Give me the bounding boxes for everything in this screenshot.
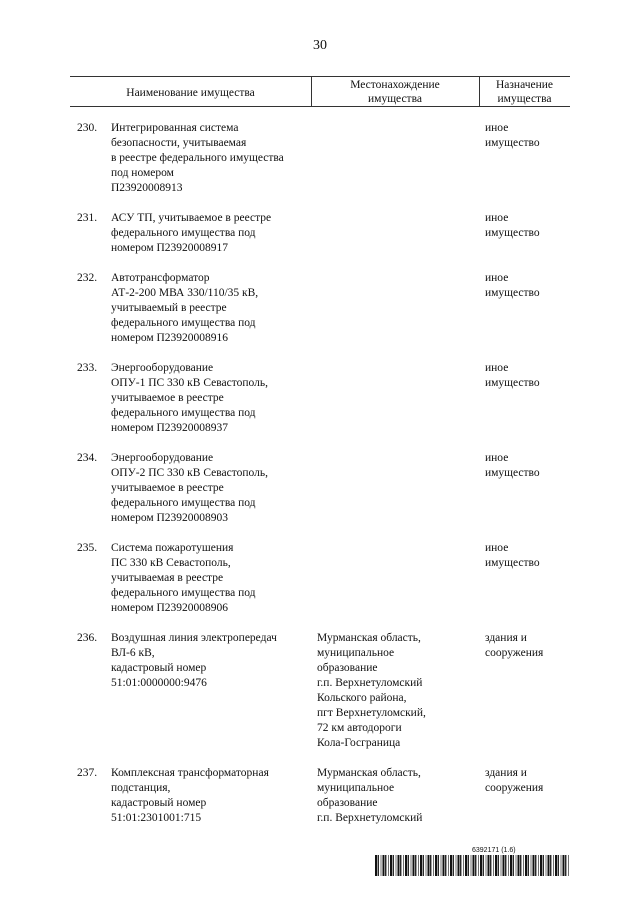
barcode-bar bbox=[495, 855, 497, 876]
barcode-bar bbox=[488, 855, 490, 876]
barcode-bar bbox=[508, 855, 509, 876]
property-purpose-line: иное bbox=[485, 542, 509, 554]
row-number: 235. bbox=[77, 542, 98, 554]
barcode-bar bbox=[480, 855, 482, 876]
property-purpose bbox=[485, 451, 565, 481]
property-purpose bbox=[485, 766, 565, 796]
property-purpose-line: имущество bbox=[485, 137, 540, 149]
property-purpose-line: иное bbox=[485, 272, 509, 284]
property-name-line: федерального имущества под bbox=[111, 227, 256, 239]
barcode-bar bbox=[563, 855, 565, 876]
barcode-bar bbox=[483, 855, 484, 876]
page-number: 30 bbox=[313, 38, 327, 53]
property-name-line: Воздушная линия электропередач bbox=[111, 632, 277, 644]
property-purpose bbox=[485, 211, 565, 241]
barcode-bar bbox=[460, 855, 461, 876]
property-purpose-line: имущество bbox=[485, 227, 540, 239]
property-name-line: федерального имущества под bbox=[111, 407, 256, 419]
property-name bbox=[111, 361, 306, 436]
barcode-bar bbox=[486, 855, 487, 876]
barcode-bar bbox=[465, 855, 467, 876]
barcode-bar bbox=[498, 855, 499, 876]
barcode-bar bbox=[441, 855, 442, 876]
property-location-line: Кольского района, bbox=[317, 692, 407, 704]
property-name bbox=[111, 121, 306, 196]
property-location-line: Кола-Госграница bbox=[317, 737, 401, 749]
property-name-line: ОПУ-1 ПС 330 кВ Севастополь, bbox=[111, 377, 268, 389]
barcode-bar bbox=[398, 855, 400, 876]
row-number: 230. bbox=[77, 122, 98, 134]
header-location: Местонахождение имущества bbox=[350, 79, 440, 105]
barcode-bar bbox=[383, 855, 385, 876]
property-location bbox=[317, 631, 472, 751]
property-name-line: федерального имущества под bbox=[111, 317, 256, 329]
barcode-bar bbox=[390, 855, 392, 876]
barcode-bar bbox=[458, 855, 460, 876]
barcode-bar bbox=[445, 855, 446, 876]
property-name-line: Комплексная трансформаторная bbox=[111, 767, 269, 779]
barcode-bar bbox=[535, 855, 536, 876]
property-name-line: учитываемое в реестре bbox=[111, 482, 224, 494]
property-name-line: Автотрансформатор bbox=[111, 272, 210, 284]
property-name-line: ВЛ-6 кВ, bbox=[111, 647, 155, 659]
barcode-bar bbox=[381, 855, 382, 876]
property-purpose-line: сооружения bbox=[485, 782, 544, 794]
property-name-line: Система пожаротушения bbox=[111, 542, 234, 554]
property-name-line: АТ-2-200 МВА 330/110/35 кВ, bbox=[111, 287, 259, 299]
property-name-line: федерального имущества под bbox=[111, 497, 256, 509]
property-purpose bbox=[485, 631, 565, 661]
property-location-line: 72 км автодороги bbox=[317, 722, 402, 734]
property-name-line: номером П23920008937 bbox=[111, 422, 229, 434]
property-name-line: учитываемая в реестре bbox=[111, 572, 224, 584]
barcode-bar bbox=[468, 855, 469, 876]
barcode-bar bbox=[403, 855, 404, 876]
row-number: 231. bbox=[77, 212, 98, 224]
barcode-bar bbox=[525, 855, 527, 876]
property-name bbox=[111, 211, 306, 256]
property-purpose-line: иное bbox=[485, 362, 509, 374]
header-top-rule bbox=[70, 76, 570, 77]
property-name-line: номером П23920008917 bbox=[111, 242, 229, 254]
barcode-bar bbox=[435, 855, 437, 876]
barcode-bar bbox=[405, 855, 407, 876]
property-name-line: кадастровый номер bbox=[111, 797, 207, 809]
barcode-bar bbox=[448, 855, 449, 876]
barcode-bar bbox=[433, 855, 434, 876]
property-name-line: АСУ ТП, учитываемое в реестре bbox=[111, 212, 272, 224]
property-location-line: муниципальное bbox=[317, 782, 395, 794]
property-purpose-line: имущество bbox=[485, 377, 540, 389]
barcode-bar bbox=[418, 855, 419, 876]
barcode-bar bbox=[533, 855, 535, 876]
property-purpose bbox=[485, 541, 565, 571]
property-location-line: образование bbox=[317, 662, 378, 674]
property-purpose-line: иное bbox=[485, 452, 509, 464]
property-name-line: Энергооборудование bbox=[111, 362, 214, 374]
barcode-bar bbox=[510, 855, 512, 876]
property-purpose bbox=[485, 361, 565, 391]
property-name-line: 51:01:0000000:9476 bbox=[111, 677, 207, 689]
barcode-bar bbox=[546, 855, 547, 876]
property-name-line: номером П23920008903 bbox=[111, 512, 229, 524]
barcode-bar bbox=[565, 855, 566, 876]
property-location-line: г.п. Верхнетуломский bbox=[317, 812, 423, 824]
barcode-bar bbox=[423, 855, 424, 876]
property-location-line: пгт Верхнетуломский, bbox=[317, 707, 426, 719]
property-name-line: ОПУ-2 ПС 330 кВ Севастополь, bbox=[111, 467, 268, 479]
barcode-bar bbox=[493, 855, 494, 876]
barcode-bar bbox=[388, 855, 389, 876]
barcode-bar bbox=[411, 855, 412, 876]
barcode-bar bbox=[456, 855, 457, 876]
property-name-line: подстанция, bbox=[111, 782, 171, 794]
barcode-bar bbox=[473, 855, 475, 876]
barcode-bar bbox=[543, 855, 544, 876]
header-name: Наименование имущества bbox=[126, 87, 255, 99]
barcode-bar bbox=[561, 855, 562, 876]
barcode-bar bbox=[430, 855, 431, 876]
barcode-bar bbox=[478, 855, 479, 876]
barcode-bar bbox=[490, 855, 491, 876]
property-purpose-line: здания и bbox=[485, 632, 527, 644]
property-name bbox=[111, 271, 306, 346]
property-name-line: Энергооборудование bbox=[111, 452, 214, 464]
barcode-bar bbox=[523, 855, 524, 876]
property-name-line: ПС 330 кВ Севастополь, bbox=[111, 557, 231, 569]
property-purpose-line: иное bbox=[485, 122, 509, 134]
barcode-bar bbox=[531, 855, 532, 876]
barcode-bar bbox=[505, 855, 506, 876]
barcode-bar bbox=[438, 855, 439, 876]
property-location bbox=[317, 766, 472, 826]
row-number: 236. bbox=[77, 632, 98, 644]
property-purpose-line: имущество bbox=[485, 467, 540, 479]
barcode-bar bbox=[501, 855, 502, 876]
barcode-bar bbox=[513, 855, 514, 876]
barcode-bar bbox=[558, 855, 559, 876]
barcode-bar bbox=[408, 855, 409, 876]
barcode-bar bbox=[528, 855, 529, 876]
property-location-line: образование bbox=[317, 797, 378, 809]
barcode-bar bbox=[400, 855, 401, 876]
property-purpose-line: сооружения bbox=[485, 647, 544, 659]
barcode-number: 6392171 (1.6) bbox=[472, 847, 516, 854]
barcode-bar bbox=[568, 855, 569, 876]
barcode-bar bbox=[428, 855, 430, 876]
barcode-bar bbox=[550, 855, 551, 876]
property-purpose bbox=[485, 271, 565, 301]
property-name bbox=[111, 451, 306, 526]
barcode-bar bbox=[393, 855, 394, 876]
property-location-line: муниципальное bbox=[317, 647, 395, 659]
property-name-line: учитываемое в реестре bbox=[111, 392, 224, 404]
barcode-bar bbox=[385, 855, 386, 876]
property-location-line: Мурманская область, bbox=[317, 767, 421, 779]
barcode-bar bbox=[471, 855, 472, 876]
property-name-line: безопасности, учитываемая bbox=[111, 137, 247, 149]
property-location-line: Мурманская область, bbox=[317, 632, 421, 644]
barcode-bar bbox=[516, 855, 517, 876]
header-bottom-rule bbox=[70, 106, 570, 107]
property-name-line: федерального имущества под bbox=[111, 587, 256, 599]
property-name-line: номером П23920008916 bbox=[111, 332, 229, 344]
barcode-bar bbox=[518, 855, 520, 876]
barcode-bar bbox=[540, 855, 542, 876]
barcode-bar bbox=[415, 855, 416, 876]
property-purpose-line: имущество bbox=[485, 287, 540, 299]
property-location-line: г.п. Верхнетуломский bbox=[317, 677, 423, 689]
property-name-line: номером П23920008906 bbox=[111, 602, 229, 614]
property-purpose bbox=[485, 121, 565, 151]
barcode-image bbox=[375, 855, 569, 876]
barcode-bar bbox=[450, 855, 452, 876]
property-purpose-line: имущество bbox=[485, 557, 540, 569]
property-purpose-line: здания и bbox=[485, 767, 527, 779]
property-name-line: кадастровый номер bbox=[111, 662, 207, 674]
barcode-bar bbox=[463, 855, 464, 876]
property-name-line: учитываемый в реестре bbox=[111, 302, 227, 314]
row-number: 237. bbox=[77, 767, 98, 779]
barcode-bar bbox=[548, 855, 550, 876]
property-name bbox=[111, 766, 306, 826]
property-name-line: П23920008913 bbox=[111, 182, 183, 194]
barcode-bar bbox=[396, 855, 397, 876]
barcode-bar bbox=[553, 855, 554, 876]
row-number: 232. bbox=[77, 272, 98, 284]
barcode-bar bbox=[520, 855, 521, 876]
barcode-bar bbox=[413, 855, 415, 876]
property-name-line: в реестре федерального имущества bbox=[111, 152, 284, 164]
header-purpose: Назначение имущества bbox=[495, 79, 554, 105]
row-number: 233. bbox=[77, 362, 98, 374]
barcode-bar bbox=[375, 855, 377, 876]
property-name-line: Интегрированная система bbox=[111, 122, 239, 134]
property-purpose-line: иное bbox=[485, 212, 509, 224]
row-number: 234. bbox=[77, 452, 98, 464]
property-name bbox=[111, 631, 306, 691]
barcode-bar bbox=[475, 855, 476, 876]
property-name-line: под номером bbox=[111, 167, 174, 179]
barcode-bar bbox=[426, 855, 427, 876]
barcode-bar bbox=[420, 855, 422, 876]
barcode-bar bbox=[378, 855, 379, 876]
barcode-bar bbox=[538, 855, 539, 876]
property-name bbox=[111, 541, 306, 616]
property-name-line: 51:01:2301001:715 bbox=[111, 812, 202, 824]
barcode-bar bbox=[443, 855, 445, 876]
barcode-bar bbox=[555, 855, 557, 876]
barcode-bar bbox=[453, 855, 454, 876]
barcode-bar bbox=[503, 855, 505, 876]
